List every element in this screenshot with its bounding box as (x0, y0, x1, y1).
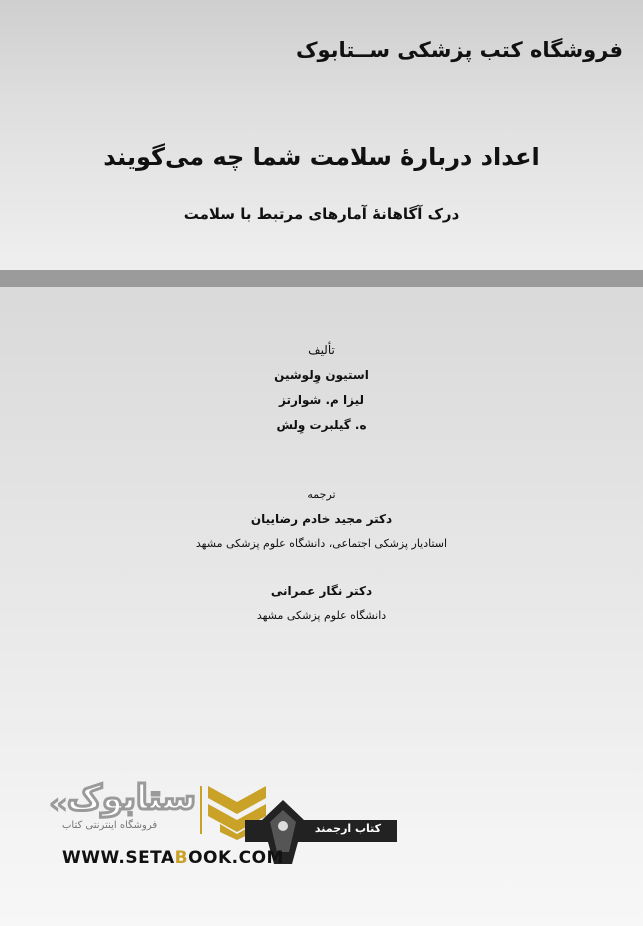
author-name: ه. گیلبرت وِلش (276, 418, 367, 432)
website-url[interactable] (62, 848, 284, 868)
url-prefix: WWW.SETA (62, 848, 175, 868)
url-suffix: OOK.COM (188, 848, 284, 868)
double-chevron-icon: « (48, 784, 65, 822)
logo-separator (200, 786, 202, 834)
translator-affiliation: استادیار پزشکی اجتماعی، دانشگاه علوم پزشکی مشهد (195, 537, 448, 550)
translator-name: دکتر مجید خادم رضاییان (250, 512, 393, 526)
author-name: استیون وِلوشین (274, 368, 369, 382)
setabook-logo-word: ستابوک (67, 778, 196, 818)
book-subtitle: درک آگاهانۀ آمارهای مرتبط با سلامت (183, 205, 460, 223)
book-title: اعداد دربارۀ سلامت شما چه می‌گویند (103, 143, 540, 171)
cover-divider-band (0, 270, 643, 287)
authors-label: تألیف (308, 343, 335, 357)
publisher-label: کتاب ارجمند (314, 822, 382, 835)
store-name: فروشگاه کتب پزشکی ســتابوک (295, 38, 623, 62)
setabook-tagline: فروشگاه اینترنتی کتاب (62, 820, 158, 831)
author-name: لیزا م. شوارتز (278, 393, 364, 407)
translators-label: ترجمه (307, 488, 336, 501)
translator-name: دکتر نگار عمرانی (270, 584, 373, 598)
translator-affiliation: دانشگاه علوم پزشکی مشهد (256, 609, 387, 622)
setabook-logo (48, 776, 198, 836)
url-highlight: B (174, 848, 189, 868)
